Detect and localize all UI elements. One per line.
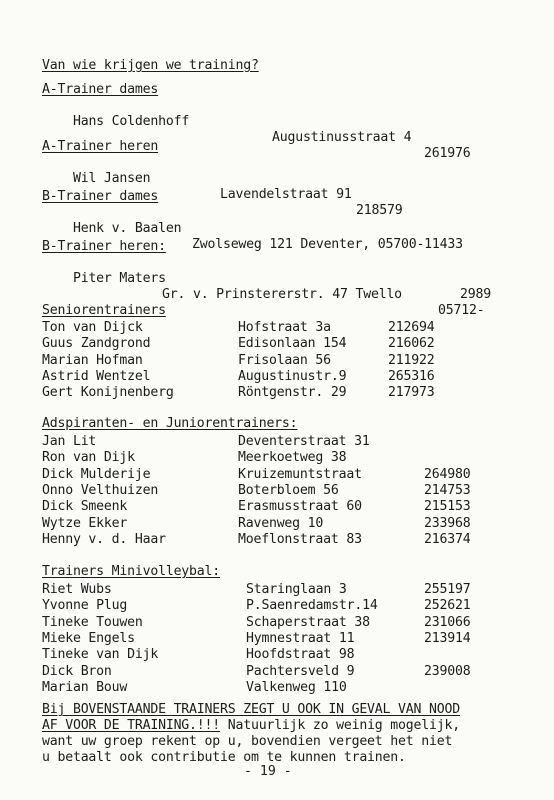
row-phone: 213914 bbox=[424, 630, 471, 646]
row-name: Yvonne Plug bbox=[42, 598, 128, 614]
row-name: Ton van Dijck bbox=[42, 320, 143, 335]
row-phone: 252621 bbox=[424, 598, 471, 614]
table-row bbox=[42, 320, 435, 336]
table-row bbox=[42, 515, 471, 532]
heading-a-heren: A-Trainer heren bbox=[42, 139, 159, 154]
table-row bbox=[42, 647, 355, 663]
row-phone: 211922 bbox=[388, 352, 435, 368]
footer-line-4: u betaalt ook contributie om te kunnen trainen. bbox=[42, 750, 406, 765]
table-row bbox=[42, 385, 435, 401]
table-row bbox=[42, 614, 471, 631]
row-address: Erasmusstraat 60 bbox=[238, 499, 362, 515]
row-address: Röntgenstr. 29 bbox=[238, 385, 347, 401]
row-address: Augustinustr.9 bbox=[238, 368, 347, 384]
row-address: Hofstraat 3a bbox=[238, 320, 331, 335]
table-row bbox=[42, 368, 435, 385]
heading-senioren: Seniorentrainers bbox=[42, 303, 166, 318]
entry-name: Piter Maters bbox=[72, 271, 166, 286]
entry-phone-cont: 2989 bbox=[460, 287, 491, 302]
footer-line-1: Bij BOVENSTAANDE TRAINERS ZEGT U OOK IN GEVAL VAN NOOD bbox=[42, 702, 460, 717]
row-address: Hoofdstraat 98 bbox=[246, 647, 355, 663]
heading-b-heren: B-Trainer heren: bbox=[42, 239, 166, 254]
table-row bbox=[42, 336, 435, 352]
row-address: Edisonlaan 154 bbox=[238, 336, 347, 352]
row-address: Meerkoetweg 38 bbox=[238, 450, 347, 466]
main-title: Van wie krijgen we training? bbox=[42, 58, 259, 73]
row-name: Jan Lit bbox=[42, 434, 97, 449]
row-address: P.Saenredamstr.14 bbox=[246, 598, 378, 614]
entry-phone: 05712- bbox=[438, 303, 485, 318]
page-number: - 19 - bbox=[244, 764, 292, 779]
row-name: Riet Wubs bbox=[42, 582, 112, 597]
row-phone: 212694 bbox=[388, 320, 435, 335]
row-phone: 217973 bbox=[388, 385, 435, 401]
row-name: Astrid Wentzel bbox=[42, 368, 151, 384]
table-row bbox=[42, 663, 471, 680]
row-phone: 239008 bbox=[424, 663, 471, 679]
row-phone: 265316 bbox=[388, 368, 435, 384]
row-address: Kruizemuntstraat bbox=[238, 466, 362, 482]
row-name: Dick Mulderije bbox=[42, 466, 151, 482]
table-row bbox=[42, 531, 471, 548]
table-row bbox=[42, 434, 370, 450]
row-name: Marian Bouw bbox=[42, 679, 128, 695]
row-name: Dick Bron bbox=[42, 663, 112, 679]
row-name: Ron van Dijk bbox=[42, 450, 135, 466]
entry-address: Augustinusstraat 4 bbox=[272, 130, 412, 145]
table-row bbox=[42, 630, 471, 647]
table-row bbox=[42, 466, 471, 483]
table-row bbox=[42, 482, 471, 499]
row-name: Wytze Ekker bbox=[42, 515, 128, 531]
footer-line-2-rest: Natuurlijk zo weinig mogelijk, bbox=[220, 718, 460, 733]
row-phone: 216374 bbox=[424, 531, 471, 547]
row-name: Marian Hofman bbox=[42, 352, 143, 368]
heading-b-dames: B-Trainer dames bbox=[42, 189, 159, 204]
row-address: Frisolaan 56 bbox=[238, 352, 331, 368]
row-phone: 264980 bbox=[424, 466, 471, 482]
footer-line-2 bbox=[42, 718, 460, 734]
table-row bbox=[42, 499, 471, 515]
table-row bbox=[42, 679, 347, 696]
entry-phone: 218579 bbox=[356, 203, 403, 218]
footer-line-3: want uw groep rekent op u, bovendien vergeet het niet bbox=[42, 734, 453, 749]
row-name: Tineke van Dijk bbox=[42, 647, 159, 663]
row-address: Schaperstraat 38 bbox=[246, 614, 370, 630]
row-address: Hymnestraat 11 bbox=[246, 630, 355, 646]
table-row bbox=[42, 582, 471, 598]
row-address: Moeflonstraat 83 bbox=[238, 531, 362, 547]
entry-address: Zwolseweg 121 Deventer, 05700-11433 bbox=[192, 237, 463, 252]
row-phone: 215153 bbox=[424, 499, 471, 515]
row-name: Onno Velthuizen bbox=[42, 482, 159, 498]
row-address: Valkenweg 110 bbox=[246, 679, 347, 695]
heading-junioren: Adspiranten- en Juniorentrainers: bbox=[42, 416, 298, 431]
row-name: Mieke Engels bbox=[42, 630, 135, 646]
table-row bbox=[42, 352, 435, 369]
row-phone: 231066 bbox=[424, 614, 471, 630]
row-address: Pachtersveld 9 bbox=[246, 663, 355, 679]
entry-name: Wil Jansen bbox=[72, 171, 151, 186]
entry-name: Henk v. Baalen bbox=[72, 221, 182, 236]
row-address: Deventerstraat 31 bbox=[238, 434, 370, 449]
row-name: Guus Zandgrond bbox=[42, 336, 151, 352]
row-address: Ravenweg 10 bbox=[238, 515, 324, 531]
heading-mini: Trainers Minivolleybal: bbox=[42, 564, 221, 579]
entry-phone: 261976 bbox=[424, 146, 471, 161]
row-address: Boterbloem 56 bbox=[238, 482, 339, 498]
table-row bbox=[42, 450, 347, 466]
row-phone: 216062 bbox=[388, 336, 435, 352]
row-phone: 255197 bbox=[424, 582, 471, 597]
row-phone: 233968 bbox=[424, 515, 471, 531]
entry-address: Gr. v. Prinstererstr. 47 Twello bbox=[162, 287, 402, 302]
table-row bbox=[42, 598, 471, 614]
heading-a-dames: A-Trainer dames bbox=[42, 82, 159, 97]
row-address: Staringlaan 3 bbox=[246, 582, 347, 597]
row-name: Tineke Touwen bbox=[42, 614, 143, 630]
row-name: Henny v. d. Haar bbox=[42, 531, 166, 547]
entry-address: Lavendelstraat 91 bbox=[220, 187, 352, 202]
row-phone: 214753 bbox=[424, 482, 471, 498]
entry-name: Hans Coldenhoff bbox=[72, 114, 190, 129]
footer-line-2-underlined: AF VOOR DE TRAINING.!!! bbox=[42, 718, 221, 733]
row-name: Dick Smeenk bbox=[42, 499, 128, 515]
row-name: Gert Konijnenberg bbox=[42, 385, 174, 401]
